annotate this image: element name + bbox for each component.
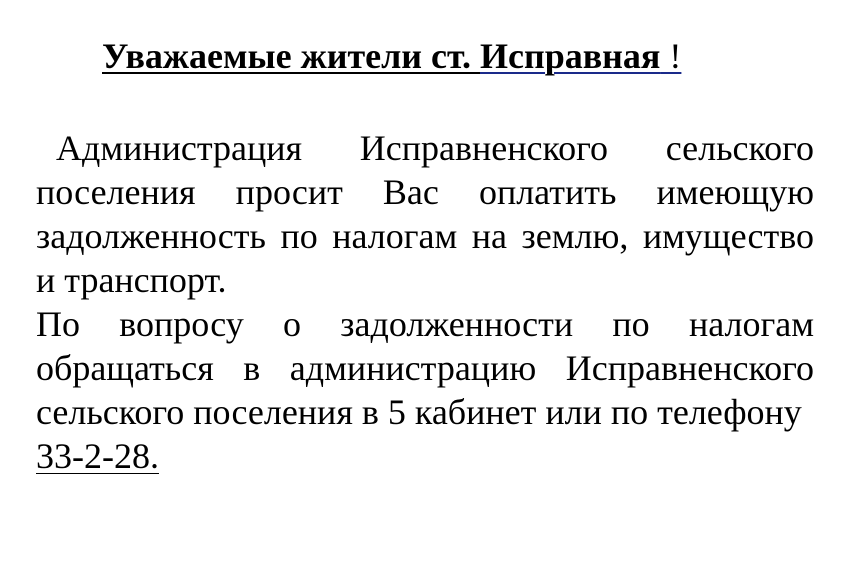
- title-station-name: Исправная: [480, 36, 661, 76]
- title-exclamation: !: [660, 36, 682, 76]
- title-greeting: Уважаемые жители ст.: [102, 36, 480, 76]
- paragraph-contact-info: По вопросу о задолженности по налогам обращаться в администрацию Исправненского сельского поселения в 5 кабинет или по телефону: [36, 304, 814, 432]
- phone-line: [36, 434, 814, 478]
- paragraph-debt-request: Администрация Исправненского сельского поселения просит Вас оплатить имеющую задолженность по налогам на землю, имущество и транспорт.: [36, 128, 814, 300]
- notice-body: [36, 126, 814, 478]
- phone-number: 33-2-28.: [36, 436, 159, 476]
- notice-title: [102, 34, 681, 78]
